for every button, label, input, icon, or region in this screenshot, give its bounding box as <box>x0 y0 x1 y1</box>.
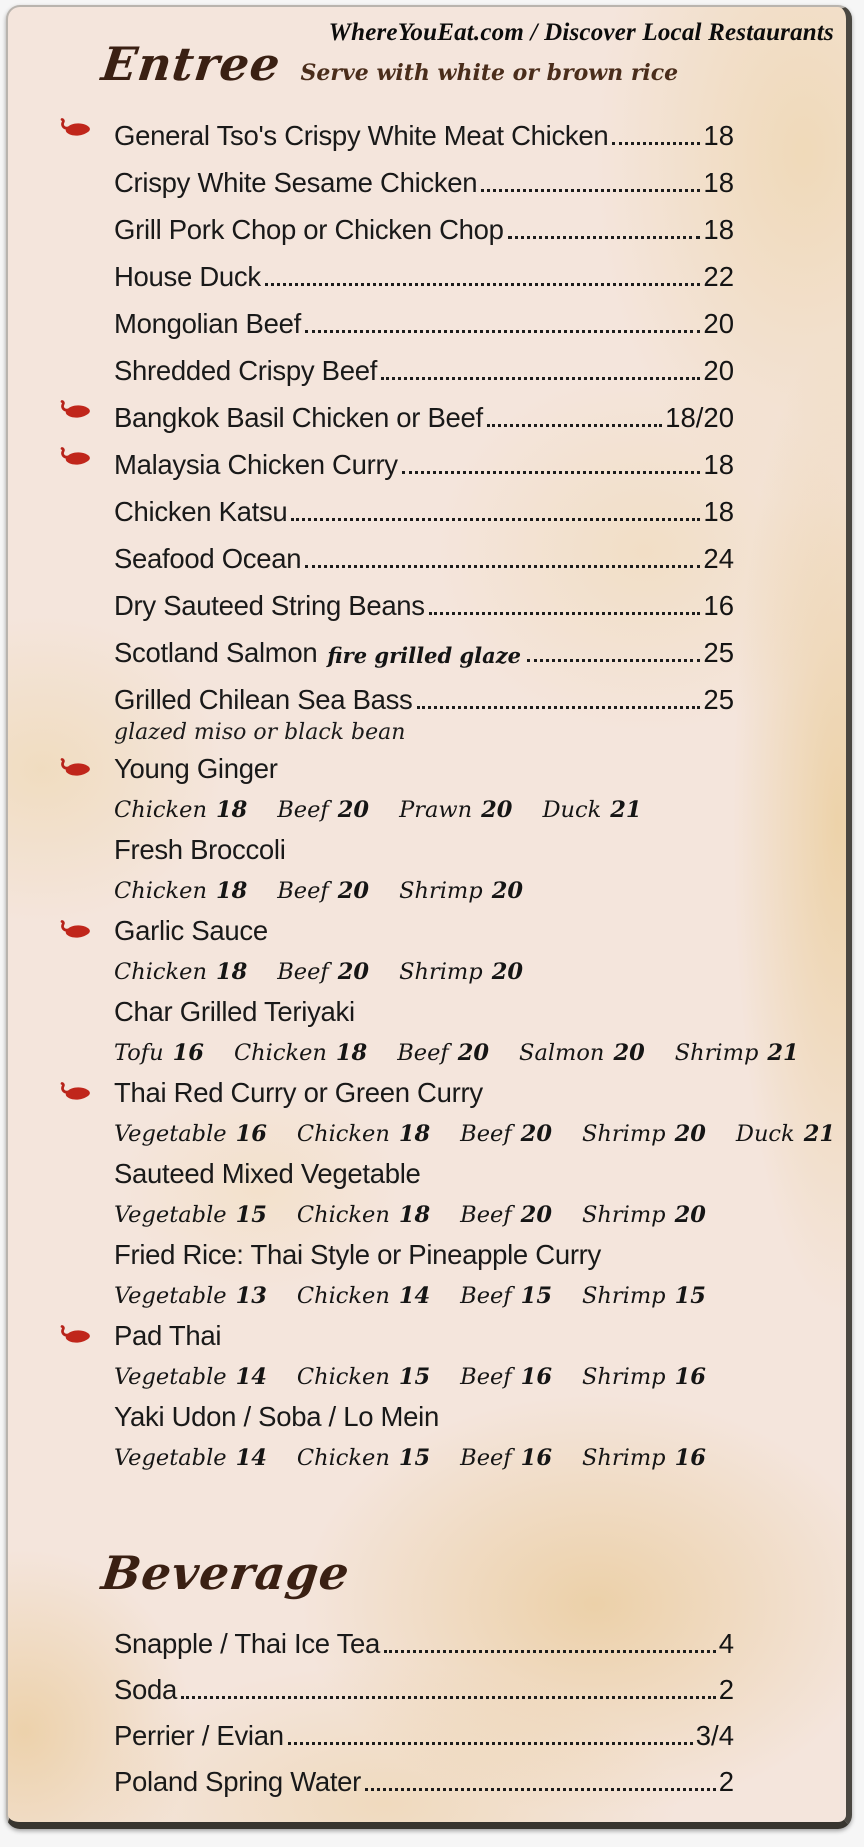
menu-item <box>114 1614 734 1660</box>
variant <box>460 1121 552 1147</box>
chili-pepper-icon <box>58 399 94 423</box>
item-price: 16 <box>703 590 734 621</box>
variant <box>675 1040 799 1066</box>
item-name: Poland Spring Water <box>114 1766 362 1797</box>
menu-item <box>114 387 734 434</box>
variant-price: 18 <box>215 877 248 904</box>
menu-item-row <box>114 481 734 528</box>
chili-pepper-icon <box>58 446 94 470</box>
menu-item-row <box>114 340 734 387</box>
menu-item-row <box>114 1235 734 1275</box>
variant-price: 16 <box>520 1444 552 1471</box>
item-name: Char Grilled Teriyaki <box>114 996 355 1027</box>
menu-section <box>98 37 835 1478</box>
item-subnote: glazed miso or black bean <box>114 720 406 745</box>
menu-item-group <box>114 1154 734 1235</box>
variant-label: Shrimp <box>581 1120 666 1147</box>
watermark-text: WhereYouEat.com / Discover Local Restaurants <box>328 19 834 46</box>
item-price: 20 <box>703 355 734 386</box>
menu-item-row <box>114 528 734 575</box>
menu-item-group <box>114 830 734 911</box>
menu-item-row <box>114 830 734 870</box>
variant-price: 14 <box>235 1444 267 1471</box>
variant <box>114 1040 204 1066</box>
item-note: fire grilled glaze <box>327 643 521 668</box>
variant <box>460 1202 552 1228</box>
item-name: Mongolian Beef <box>114 308 301 339</box>
variant <box>114 1364 267 1390</box>
menu-item-group <box>114 1235 734 1316</box>
menu-item <box>114 152 734 199</box>
variant <box>582 1121 706 1147</box>
menu-item-row <box>114 1397 734 1437</box>
item-name: Snapple / Thai Ice Tea <box>114 1628 381 1659</box>
variant <box>460 1283 552 1309</box>
variant-price: 15 <box>398 1363 431 1390</box>
item-name: House Duck <box>114 261 261 292</box>
menu-item <box>114 199 734 246</box>
menu-item-group <box>114 749 734 830</box>
chili-pepper-icon <box>58 117 94 141</box>
item-name: Seafood Ocean <box>114 543 302 574</box>
menu-item-row <box>114 1316 734 1356</box>
item-name: Malaysia Chicken Curry <box>114 449 398 480</box>
variant <box>399 797 512 823</box>
dotted-leader <box>305 330 701 333</box>
variant <box>582 1364 706 1390</box>
section-items <box>114 1614 734 1798</box>
section-subtitle: Serve with white or brown rice <box>300 60 679 86</box>
variant-price: 16 <box>172 1039 204 1066</box>
variant <box>234 1040 367 1066</box>
variant-label: Vegetable <box>114 1201 227 1228</box>
menu-item-row <box>114 575 734 622</box>
variant-label: Vegetable <box>114 1363 227 1390</box>
variant <box>297 1445 430 1471</box>
variant-label: Salmon <box>519 1039 605 1066</box>
variant-label: Beef <box>460 1444 512 1471</box>
variant-label: Duck <box>735 1120 795 1147</box>
variant <box>114 1283 267 1309</box>
menu-item <box>114 1660 734 1706</box>
menu-item-row <box>114 387 734 434</box>
dotted-leader <box>527 659 700 662</box>
item-name: Sauteed Mixed Vegetable <box>114 1158 421 1189</box>
variant-price: 20 <box>457 1039 490 1066</box>
menu-item <box>114 105 734 152</box>
variant-price: 13 <box>235 1282 267 1309</box>
dotted-leader <box>429 612 701 615</box>
item-name: General Tso's Crispy White Meat Chicken <box>114 120 609 151</box>
variant-label: Beef <box>277 877 329 904</box>
variant <box>399 959 523 985</box>
variant-price: 15 <box>674 1282 706 1309</box>
variant <box>114 959 247 985</box>
dotted-leader <box>381 377 700 380</box>
variant <box>460 1445 552 1471</box>
variant-label: Vegetable <box>114 1120 227 1147</box>
variant <box>297 1283 430 1309</box>
menu-item <box>114 575 734 622</box>
menu-item-group <box>114 1073 835 1154</box>
variant <box>114 797 247 823</box>
item-name: Grilled Chilean Sea Bass <box>114 684 413 715</box>
dotted-leader <box>265 283 701 286</box>
chili-pepper-icon <box>58 1324 94 1348</box>
menu-item-row <box>114 1154 734 1194</box>
variant-price: 15 <box>520 1282 552 1309</box>
variant-price: 20 <box>491 877 523 904</box>
variant-label: Shrimp <box>674 1039 759 1066</box>
variant-price: 20 <box>481 796 513 823</box>
menu-item-row <box>114 992 734 1032</box>
section-items <box>114 105 835 1478</box>
menu-item-row <box>114 199 734 246</box>
menu-item-row <box>114 152 734 199</box>
variant-price: 20 <box>337 958 370 985</box>
variant <box>297 1364 430 1390</box>
menu-item-group <box>114 1397 734 1478</box>
dotted-leader <box>481 189 700 192</box>
variant-price: 20 <box>520 1201 552 1228</box>
section-title: Beverage <box>98 1546 353 1600</box>
menu-item <box>114 293 734 340</box>
variant-price: 18 <box>215 958 248 985</box>
item-name: Shredded Crispy Beef <box>114 355 378 386</box>
variant-price: 16 <box>520 1363 552 1390</box>
variant-price: 16 <box>674 1444 706 1471</box>
item-name: Yaki Udon / Soba / Lo Mein <box>114 1401 439 1432</box>
item-price: 25 <box>703 637 734 668</box>
menu-item <box>114 340 734 387</box>
menu-item-row <box>114 1706 734 1752</box>
variant <box>114 878 247 904</box>
variant-price: 15 <box>235 1201 267 1228</box>
variant-price: 20 <box>337 877 370 904</box>
variant <box>460 1364 552 1390</box>
dotted-leader <box>402 471 701 474</box>
variant <box>582 1283 706 1309</box>
item-price: 18/20 <box>665 402 734 433</box>
menu-item-row <box>114 669 734 716</box>
variant-label: Tofu <box>114 1039 164 1066</box>
variant-label: Beef <box>277 796 329 823</box>
item-name: Pad Thai <box>114 1320 222 1351</box>
variant-price: 20 <box>613 1039 645 1066</box>
dotted-leader <box>612 142 700 145</box>
item-variants <box>114 1275 734 1316</box>
variant-label: Chicken <box>296 1120 390 1147</box>
menu-item-row <box>114 1752 734 1798</box>
variant-label: Chicken <box>114 958 207 985</box>
variant-label: Chicken <box>296 1444 390 1471</box>
variant <box>399 878 523 904</box>
menu-item <box>114 246 734 293</box>
variant <box>582 1202 706 1228</box>
dotted-leader <box>291 518 700 521</box>
item-name: Perrier / Evian <box>114 1720 284 1751</box>
variant <box>542 797 641 823</box>
variant-price: 20 <box>674 1201 706 1228</box>
variant-price: 18 <box>215 796 248 823</box>
item-price: 20 <box>703 308 734 339</box>
dotted-leader <box>305 565 700 568</box>
variant-label: Chicken <box>296 1201 390 1228</box>
item-name: Dry Sauteed String Beans <box>114 590 425 621</box>
item-price: 18 <box>703 120 734 151</box>
variant-label: Shrimp <box>581 1363 666 1390</box>
menu-item-group <box>114 911 734 992</box>
menu-item-group <box>114 992 799 1073</box>
variant-price: 21 <box>610 796 642 823</box>
menu-item <box>114 669 734 749</box>
menu-content <box>8 7 846 1798</box>
variant-price: 15 <box>398 1444 431 1471</box>
variant-label: Vegetable <box>114 1444 227 1471</box>
item-variants <box>114 1194 734 1235</box>
item-variants <box>114 1032 799 1073</box>
item-variants <box>114 1113 835 1154</box>
dotted-leader <box>365 1788 716 1791</box>
variant-price: 16 <box>235 1120 267 1147</box>
variant-price: 18 <box>398 1201 431 1228</box>
menu-item-row <box>114 434 734 481</box>
dotted-leader <box>487 424 662 427</box>
item-name: Bangkok Basil Chicken or Beef <box>114 402 483 433</box>
item-variants <box>114 870 734 911</box>
section-header <box>98 1546 734 1612</box>
dotted-leader <box>417 706 701 709</box>
variant <box>277 797 369 823</box>
dotted-leader <box>384 1650 716 1653</box>
variant-label: Shrimp <box>581 1201 666 1228</box>
item-price: 22 <box>703 261 734 292</box>
item-variants <box>114 789 734 830</box>
variant-label: Shrimp <box>399 877 483 904</box>
menu-item <box>114 622 734 669</box>
variant-price: 18 <box>398 1120 431 1147</box>
variant <box>297 1202 430 1228</box>
variant-label: Beef <box>397 1039 449 1066</box>
item-variants <box>114 951 734 992</box>
variant-label: Prawn <box>399 796 473 823</box>
menu-item-row <box>114 911 734 951</box>
variant <box>736 1121 835 1147</box>
menu-item-row <box>114 749 734 789</box>
variant-price: 20 <box>491 958 523 985</box>
variant-price: 14 <box>235 1363 267 1390</box>
chili-pepper-icon <box>58 757 94 781</box>
variant-label: Shrimp <box>399 958 483 985</box>
menu-item-group <box>114 1316 734 1397</box>
item-price: 4 <box>718 1628 734 1659</box>
item-name: Young Ginger <box>114 753 278 784</box>
menu-item-row <box>114 1073 734 1113</box>
item-variants <box>114 1437 734 1478</box>
dotted-leader <box>508 236 701 239</box>
variant-label: Chicken <box>296 1363 390 1390</box>
item-price: 2 <box>718 1766 734 1797</box>
menu-item <box>114 1706 734 1752</box>
item-price: 18 <box>703 449 734 480</box>
item-name: Soda <box>114 1674 178 1705</box>
chili-pepper-icon <box>58 1081 94 1105</box>
menu-item-row <box>114 622 734 669</box>
variant <box>114 1121 267 1147</box>
item-price: 3/4 <box>695 1720 734 1751</box>
variant-label: Shrimp <box>581 1444 666 1471</box>
item-name: Garlic Sauce <box>114 915 268 946</box>
menu-item <box>114 434 734 481</box>
item-name: Grill Pork Chop or Chicken Chop <box>114 214 504 245</box>
menu-item-row <box>114 246 734 293</box>
item-price: 25 <box>703 684 734 715</box>
dotted-leader <box>181 1696 716 1699</box>
variant-label: Chicken <box>296 1282 390 1309</box>
menu-section <box>98 1546 734 1798</box>
variant <box>582 1445 706 1471</box>
variant-price: 16 <box>674 1363 706 1390</box>
menu-scan-card <box>6 5 852 1829</box>
variant <box>519 1040 645 1066</box>
variant-label: Shrimp <box>581 1282 666 1309</box>
menu-item-row <box>114 1614 734 1660</box>
section-title: Entree <box>98 37 284 91</box>
variant-label: Beef <box>460 1363 512 1390</box>
item-price: 18 <box>703 214 734 245</box>
item-name: Fried Rice: Thai Style or Pineapple Curry <box>114 1239 601 1270</box>
variant-label: Vegetable <box>114 1282 227 1309</box>
variant-label: Beef <box>277 958 329 985</box>
variant-label: Chicken <box>114 796 207 823</box>
menu-item <box>114 481 734 528</box>
variant-price: 21 <box>767 1039 799 1066</box>
item-name: Crispy White Sesame Chicken <box>114 167 478 198</box>
variant-price: 20 <box>337 796 370 823</box>
variant <box>397 1040 489 1066</box>
variant-label: Duck <box>542 796 602 823</box>
section-header <box>98 37 734 103</box>
variant <box>114 1445 267 1471</box>
item-variants <box>114 1356 734 1397</box>
menu-item-row <box>114 293 734 340</box>
item-name: Scotland Salmon <box>114 637 318 668</box>
variant <box>277 959 369 985</box>
variant-price: 20 <box>674 1120 706 1147</box>
variant <box>114 1202 267 1228</box>
chili-pepper-icon <box>58 919 94 943</box>
variant-label: Beef <box>460 1282 512 1309</box>
item-price: 2 <box>718 1674 734 1705</box>
item-price: 18 <box>703 167 734 198</box>
variant-label: Chicken <box>114 877 207 904</box>
variant <box>297 1121 430 1147</box>
menu-item-row <box>114 1660 734 1706</box>
variant-label: Beef <box>460 1201 512 1228</box>
item-name: Fresh Broccoli <box>114 834 286 865</box>
variant <box>277 878 369 904</box>
variant-label: Beef <box>460 1120 512 1147</box>
item-price: 18 <box>703 496 734 527</box>
item-price: 24 <box>703 543 734 574</box>
variant-price: 18 <box>335 1039 368 1066</box>
menu-item <box>114 1752 734 1798</box>
variant-price: 20 <box>520 1120 552 1147</box>
menu-item <box>114 528 734 575</box>
variant-price: 21 <box>803 1120 835 1147</box>
menu-item-row <box>114 105 734 152</box>
dotted-leader <box>288 1742 693 1745</box>
item-name: Thai Red Curry or Green Curry <box>114 1077 483 1108</box>
item-name: Chicken Katsu <box>114 496 288 527</box>
variant-label: Chicken <box>233 1039 327 1066</box>
variant-price: 14 <box>398 1282 431 1309</box>
